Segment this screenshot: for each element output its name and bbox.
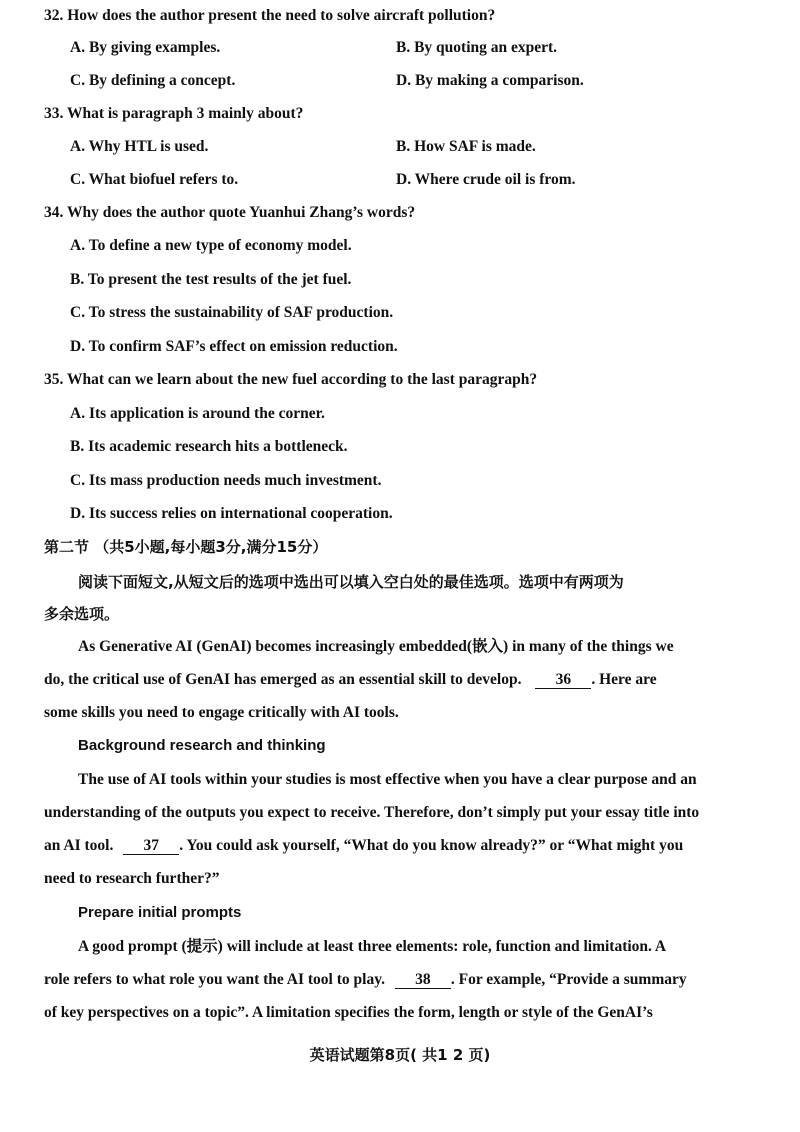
passage-p3-line-2-tail: . For example, “Provide a summary (450, 971, 687, 988)
passage-p2-line-3-text: an AI tool. (44, 837, 114, 854)
question-35-option-b: B. Its academic research hits a bottleneck. (70, 438, 348, 455)
question-35-option-d: D. Its success relies on international cooperation. (70, 505, 393, 522)
page-footer: 英语试题第8页( 共1 2 页) (309, 1046, 491, 1064)
passage-p1-line-2-text: do, the critical use of GenAI has emerged as an essential skill to develop. (44, 671, 522, 688)
section-2-instruction-line-1: 阅读下面短文,从短文后的选项中选出可以填入空白处的最佳选项。选项中有两项为 (78, 573, 624, 591)
subheading-background-research: Background research and thinking (78, 737, 326, 754)
question-34-option-d: D. To confirm SAF’s effect on emission reduction. (70, 338, 398, 355)
passage-p3-line-2-text: role refers to what role you want the AI tool to play. (44, 971, 385, 988)
blank-38[interactable]: 38 (395, 972, 451, 989)
question-33-stem: 33. What is paragraph 3 mainly about? (44, 105, 304, 122)
question-34-option-c: C. To stress the sustainability of SAF production. (70, 304, 394, 321)
passage-p2-line-3-tail: . You could ask yourself, “What do you know already?” or “What might you (179, 837, 684, 854)
question-33-option-b: B. How SAF is made. (396, 138, 536, 155)
passage-p2-line-1: The use of AI tools within your studies is most effective when you have a clear purpose and an (78, 771, 697, 788)
passage-p2-line-2: understanding of the outputs you expect to receive. Therefore, don’t simply put your essay title into (44, 804, 700, 821)
blank-37[interactable]: 37 (123, 838, 179, 855)
question-32-option-a: A. By giving examples. (70, 39, 221, 56)
question-33-option-a: A. Why HTL is used. (70, 138, 209, 155)
question-33-option-d: D. Where crude oil is from. (396, 171, 576, 188)
section-2-instruction-line-2: 多余选项。 (44, 605, 120, 623)
subheading-prepare-prompts: Prepare initial prompts (78, 904, 242, 921)
question-32-option-b: B. By quoting an expert. (396, 39, 558, 56)
question-34-stem: 34. Why does the author quote Yuanhui Zhang’s words? (44, 204, 416, 221)
question-33-option-c: C. What biofuel refers to. (70, 171, 239, 188)
passage-p1-line-2-tail: . Here are (591, 671, 657, 688)
passage-p2-line-3 (44, 836, 683, 856)
question-35-stem: 35. What can we learn about the new fuel according to the last paragraph? (44, 371, 538, 388)
passage-p1-line-1: As Generative AI (GenAI) becomes increasingly embedded(嵌入) in many of the things we (78, 638, 674, 655)
question-35-option-c: C. Its mass production needs much investment. (70, 472, 382, 489)
section-2-title: 第二节 （共5小题,每小题3分,满分15分） (44, 538, 328, 556)
passage-p2-line-4: need to research further?” (44, 870, 220, 887)
passage-p1-line-2 (44, 670, 657, 690)
passage-p3-line-2 (44, 970, 687, 990)
question-34-option-b: B. To present the test results of the jet fuel. (70, 271, 352, 288)
question-32-option-d: D. By making a comparison. (396, 72, 584, 89)
question-32-option-c: C. By defining a concept. (70, 72, 236, 89)
passage-p1-line-3: some skills you need to engage critically with AI tools. (44, 704, 399, 721)
question-34-option-a: A. To define a new type of economy model. (70, 237, 352, 254)
blank-36[interactable]: 36 (535, 672, 591, 689)
question-35-option-a: A. Its application is around the corner. (70, 405, 325, 422)
passage-p3-line-3: of key perspectives on a topic”. A limitation specifies the form, length or style of the GenAI’s (44, 1004, 653, 1021)
passage-p3-line-1: A good prompt (提示) will include at least three elements: role, function and limitation. A (78, 938, 667, 955)
question-32-stem: 32. How does the author present the need to solve aircraft pollution? (44, 7, 496, 24)
